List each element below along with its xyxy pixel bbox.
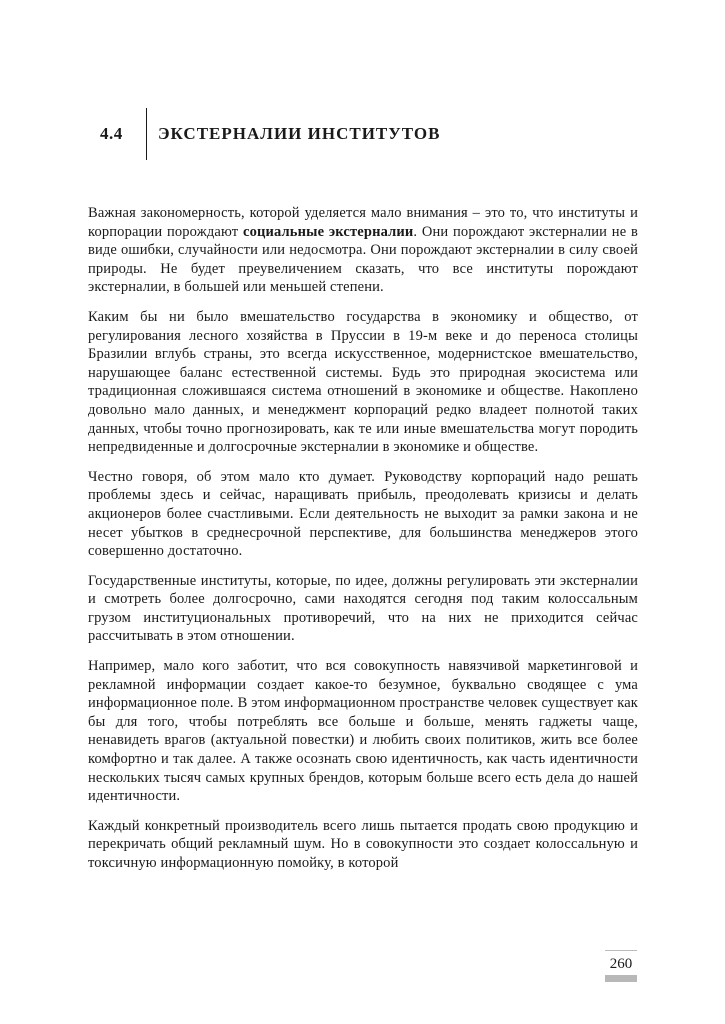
bold-term: социальные экстерналии <box>242 223 414 240</box>
paragraph-1-end: . Они порождают экстерналии не в виде ошибки, случайности или недосмотра. Они порождают экстерналии в силу своей природы. Не будет преувеличением сказать, что все институты порождают экстерналии, в большей или меньшей степени. <box>88 223 638 296</box>
paragraph-6: Каждый конкретный производитель всего лишь пытается продать свою продукцию и перекричать общий рекламный шум. Но в совокупности это создает колоссальную и токсичную информационную помойку, в которой <box>88 817 638 871</box>
paragraph-3: Честно говоря, об этом мало кто думает. Руководству корпораций надо решать проблемы здесь и сейчас, наращивать прибыль, преодолевать кризисы и делать акционеров более счастливыми. Если деятельность не выходит за рамки закона и не несет убытков в среднесрочной перспективе, для большинства менеджеров этого совершенно достаточно. <box>88 468 638 560</box>
section-number: 4.4 <box>100 124 123 143</box>
paragraph-2: Каким бы ни было вмешательство государства в экономику и общество, от регулирования лесного хозяйства в Пруссии в 19-м веке и до переноса столицы Бразилии вглубь страны, это всегда искусственное, модернистское вмешательство, нарушающее баланс естественной системы. Будь это природная экосистема или традиционная сложившаяся система отношений в экономике и обществе. Накоплено довольно мало данных, и менеджмент корпораций редко владеет полнотой таких данных, чтобы точно прогнозировать, как те или иные вмешательства могут породить непредвиденные и долгосрочные экстерналии в экономике и обществе. <box>88 308 638 456</box>
page-number-bar <box>605 975 637 982</box>
paragraph-5: Например, мало кого заботит, что вся совокупность навязчивой маркетинговой и рекламной информации создает какое-то безумное, буквально сводящее с ума информационное поле. В этом информационном пространстве человек существует как бы для того, чтобы потреблять все больше и больше, менять гаджеты чаще, ненавидеть врагов (актуальной повестки) и любить своих политиков, жить все более комфортно и так далее. А также осознать свою идентичность, как часть идентичности нескольких тысяч самых крупных брендов, которым больше всего есть дела до нашей идентичности. <box>88 658 638 805</box>
paragraph-1 <box>88 204 638 297</box>
body-text <box>88 204 638 884</box>
section-title: ЭКСТЕРНАЛИИ ИНСТИТУТОВ <box>158 124 441 143</box>
section-header <box>100 108 660 160</box>
paragraph-4: Государственные институты, которые, по идее, должны регулировать эти экстерналии и смотреть более долгосрочно, сами находятся сегодня под таким колоссальным грузом институциональных противоречий, что на них не приходится сейчас рассчитывать в этом отношении. <box>88 572 638 645</box>
section-divider <box>146 108 147 160</box>
paragraph-1-start: Важная закономерность, которой уделяется мало внимания – это то, что институты и корпорации порождают <box>88 205 638 240</box>
page-number-box <box>605 950 637 982</box>
page-number: 260 <box>609 956 633 972</box>
